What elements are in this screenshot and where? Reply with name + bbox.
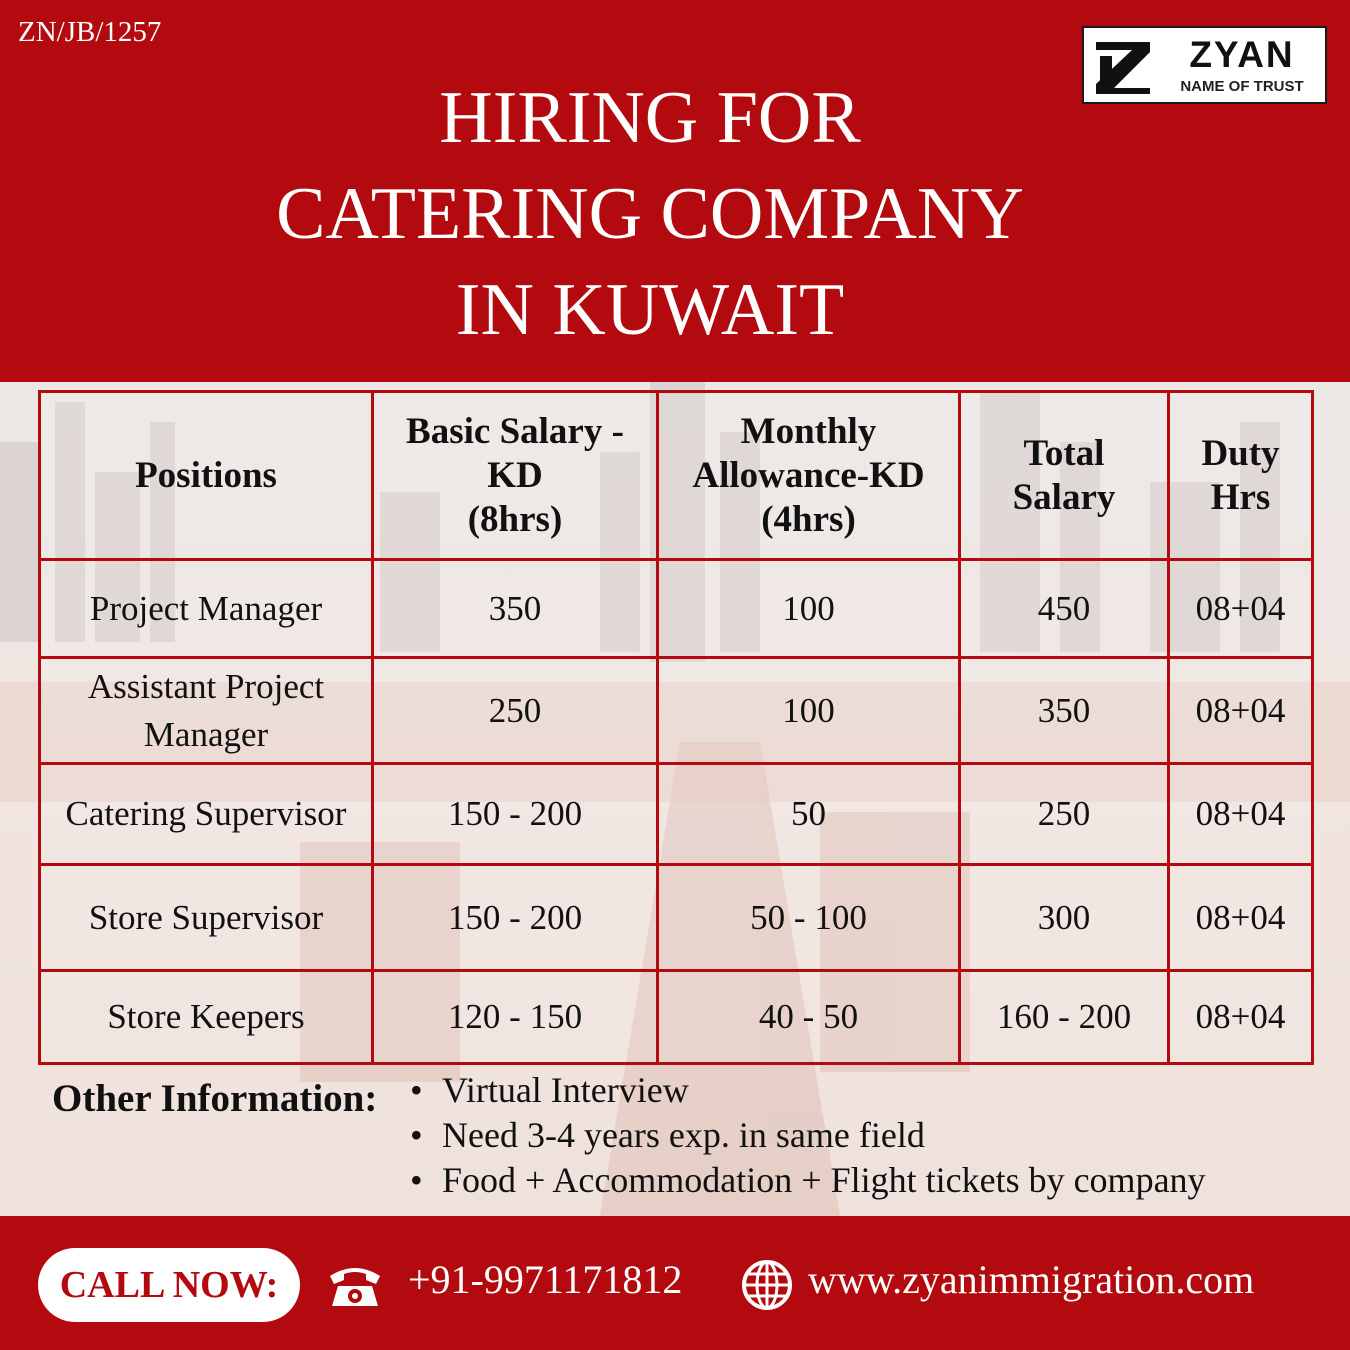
bullet-icon: • [410, 1115, 423, 1155]
positions-table [38, 390, 1314, 1065]
page-title [0, 70, 1300, 358]
table-row [40, 764, 1313, 865]
telephone-icon [326, 1262, 384, 1308]
table-row [40, 971, 1313, 1064]
cell-position: Project Manager [40, 560, 373, 658]
cell-allowance: 50 [658, 764, 960, 865]
table-row [40, 865, 1313, 971]
list-item: • Food + Accommodation + Flight tickets by company [410, 1158, 1206, 1203]
table-header-row [40, 392, 1313, 560]
table-row [40, 658, 1313, 764]
cell-duty-hours: 08+04 [1169, 658, 1313, 764]
reference-code: ZN/JB/1257 [18, 16, 162, 48]
logo-wordmark: ZYAN [1189, 34, 1295, 75]
logo-tagline: NAME OF TRUST [1180, 78, 1304, 95]
cell-basic-salary: 350 [373, 560, 658, 658]
header-banner [0, 0, 1350, 382]
bullet-icon: • [410, 1160, 423, 1200]
title-line-2: CATERING COMPANY [276, 173, 1024, 255]
cell-total-salary: 250 [960, 764, 1169, 865]
col-header-monthly-allowance: Monthly Allowance-KD (4hrs) [658, 392, 960, 560]
cell-basic-salary: 250 [373, 658, 658, 764]
footer-banner [0, 1216, 1350, 1350]
cell-basic-salary: 150 - 200 [373, 865, 658, 971]
cell-duty-hours: 08+04 [1169, 865, 1313, 971]
table-row [40, 560, 1313, 658]
globe-icon [740, 1258, 794, 1312]
col-header-positions: Positions [40, 392, 373, 560]
cell-total-salary: 160 - 200 [960, 971, 1169, 1064]
cell-allowance: 50 - 100 [658, 865, 960, 971]
cell-duty-hours: 08+04 [1169, 971, 1313, 1064]
col-header-basic-salary: Basic Salary - KD (8hrs) [373, 392, 658, 560]
cell-allowance: 100 [658, 658, 960, 764]
cell-position: Catering Supervisor [40, 764, 373, 865]
col-header-duty-hours: Duty Hrs [1169, 392, 1313, 560]
website-link[interactable]: www.zyanimmigration.com [808, 1257, 1255, 1302]
cell-allowance: 100 [658, 560, 960, 658]
cell-duty-hours: 08+04 [1169, 764, 1313, 865]
other-information-label: Other Information: [52, 1077, 378, 1120]
call-now-button[interactable]: CALL NOW: [38, 1248, 300, 1322]
list-item: • Virtual Interview [410, 1068, 1206, 1113]
bullet-icon: • [410, 1070, 423, 1110]
title-line-1: HIRING FOR [439, 77, 861, 159]
title-line-3: IN KUWAIT [455, 269, 845, 351]
cell-position: Store Keepers [40, 971, 373, 1064]
other-information-list [410, 1068, 1206, 1203]
cell-basic-salary: 120 - 150 [373, 971, 658, 1064]
cell-position: Store Supervisor [40, 865, 373, 971]
cell-total-salary: 350 [960, 658, 1169, 764]
cell-total-salary: 300 [960, 865, 1169, 971]
cell-allowance: 40 - 50 [658, 971, 960, 1064]
col-header-total-salary: Total Salary [960, 392, 1169, 560]
cell-total-salary: 450 [960, 560, 1169, 658]
cell-position: Assistant Project Manager [40, 658, 373, 764]
list-item: • Need 3-4 years exp. in same field [410, 1113, 1206, 1158]
cell-basic-salary: 150 - 200 [373, 764, 658, 865]
phone-number-link[interactable]: +91-9971171812 [408, 1257, 683, 1302]
cell-duty-hours: 08+04 [1169, 560, 1313, 658]
